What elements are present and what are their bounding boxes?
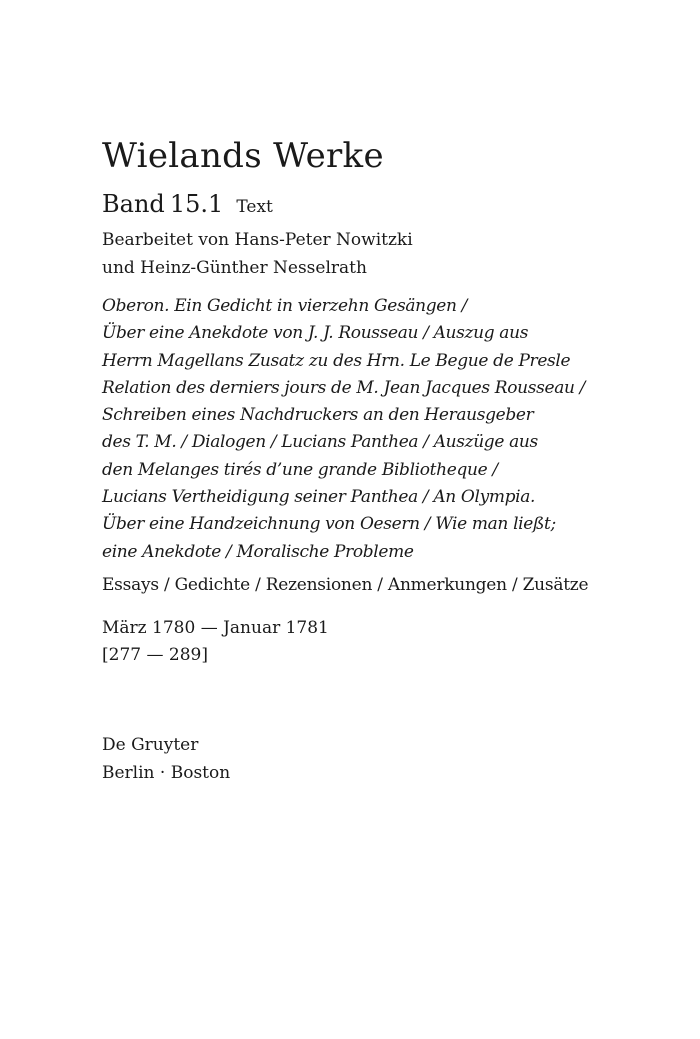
contents-line: eine Anekdote / Moralische Probleme (102, 541, 414, 562)
contents-line: Lucians Vertheidigung seiner Panthea / An Olympia. (102, 487, 536, 508)
contents-line: den Melanges tirés d’une grande Bibliotheque / (102, 459, 498, 480)
volume-line (102, 188, 273, 223)
contents-line: Oberon. Ein Gedicht in vierzehn Gesängen / (102, 296, 467, 316)
series-title: Wielands Werke (102, 136, 384, 176)
contents-line: Schreiben eines Nachdruckers an den Herausgeber (102, 405, 534, 426)
volume-subtitle: Text (236, 197, 273, 217)
publisher-block (102, 731, 230, 787)
dates-block (102, 615, 329, 669)
date-range: März 1780 — Januar 1781 (102, 618, 329, 638)
volume-number: 15.1 (169, 190, 224, 218)
contents-line: Über eine Handzeichnung von Oesern / Wie man ließt; (102, 514, 556, 535)
volume-label: Band (102, 190, 165, 218)
publisher-name: De Gruyter (102, 735, 199, 755)
number-range: [277 — 289] (102, 645, 208, 665)
genres-line: Essays / Gedichte / Rezensionen / Anmerkungen / Zusätze (102, 575, 589, 595)
contents-line: des T. M. / Dialogen / Lucians Panthea / Auszüge aus (102, 432, 538, 453)
editor-line: Bearbeitet von Hans-Peter Nowitzki (102, 230, 413, 250)
contents-list (102, 293, 585, 566)
editors-block (102, 226, 413, 282)
contents-line: Relation des derniers jours de M. Jean Jacques Rousseau / (102, 377, 586, 398)
editor-line: und Heinz-Günther Nesselrath (102, 258, 367, 278)
contents-line: Herrn Magellans Zusatz zu des Hrn. Le Begue de Presle (102, 350, 571, 371)
publisher-places: Berlin · Boston (102, 763, 231, 783)
contents-line: Über eine Anekdote von J. J. Rousseau / Auszug aus (102, 323, 529, 344)
